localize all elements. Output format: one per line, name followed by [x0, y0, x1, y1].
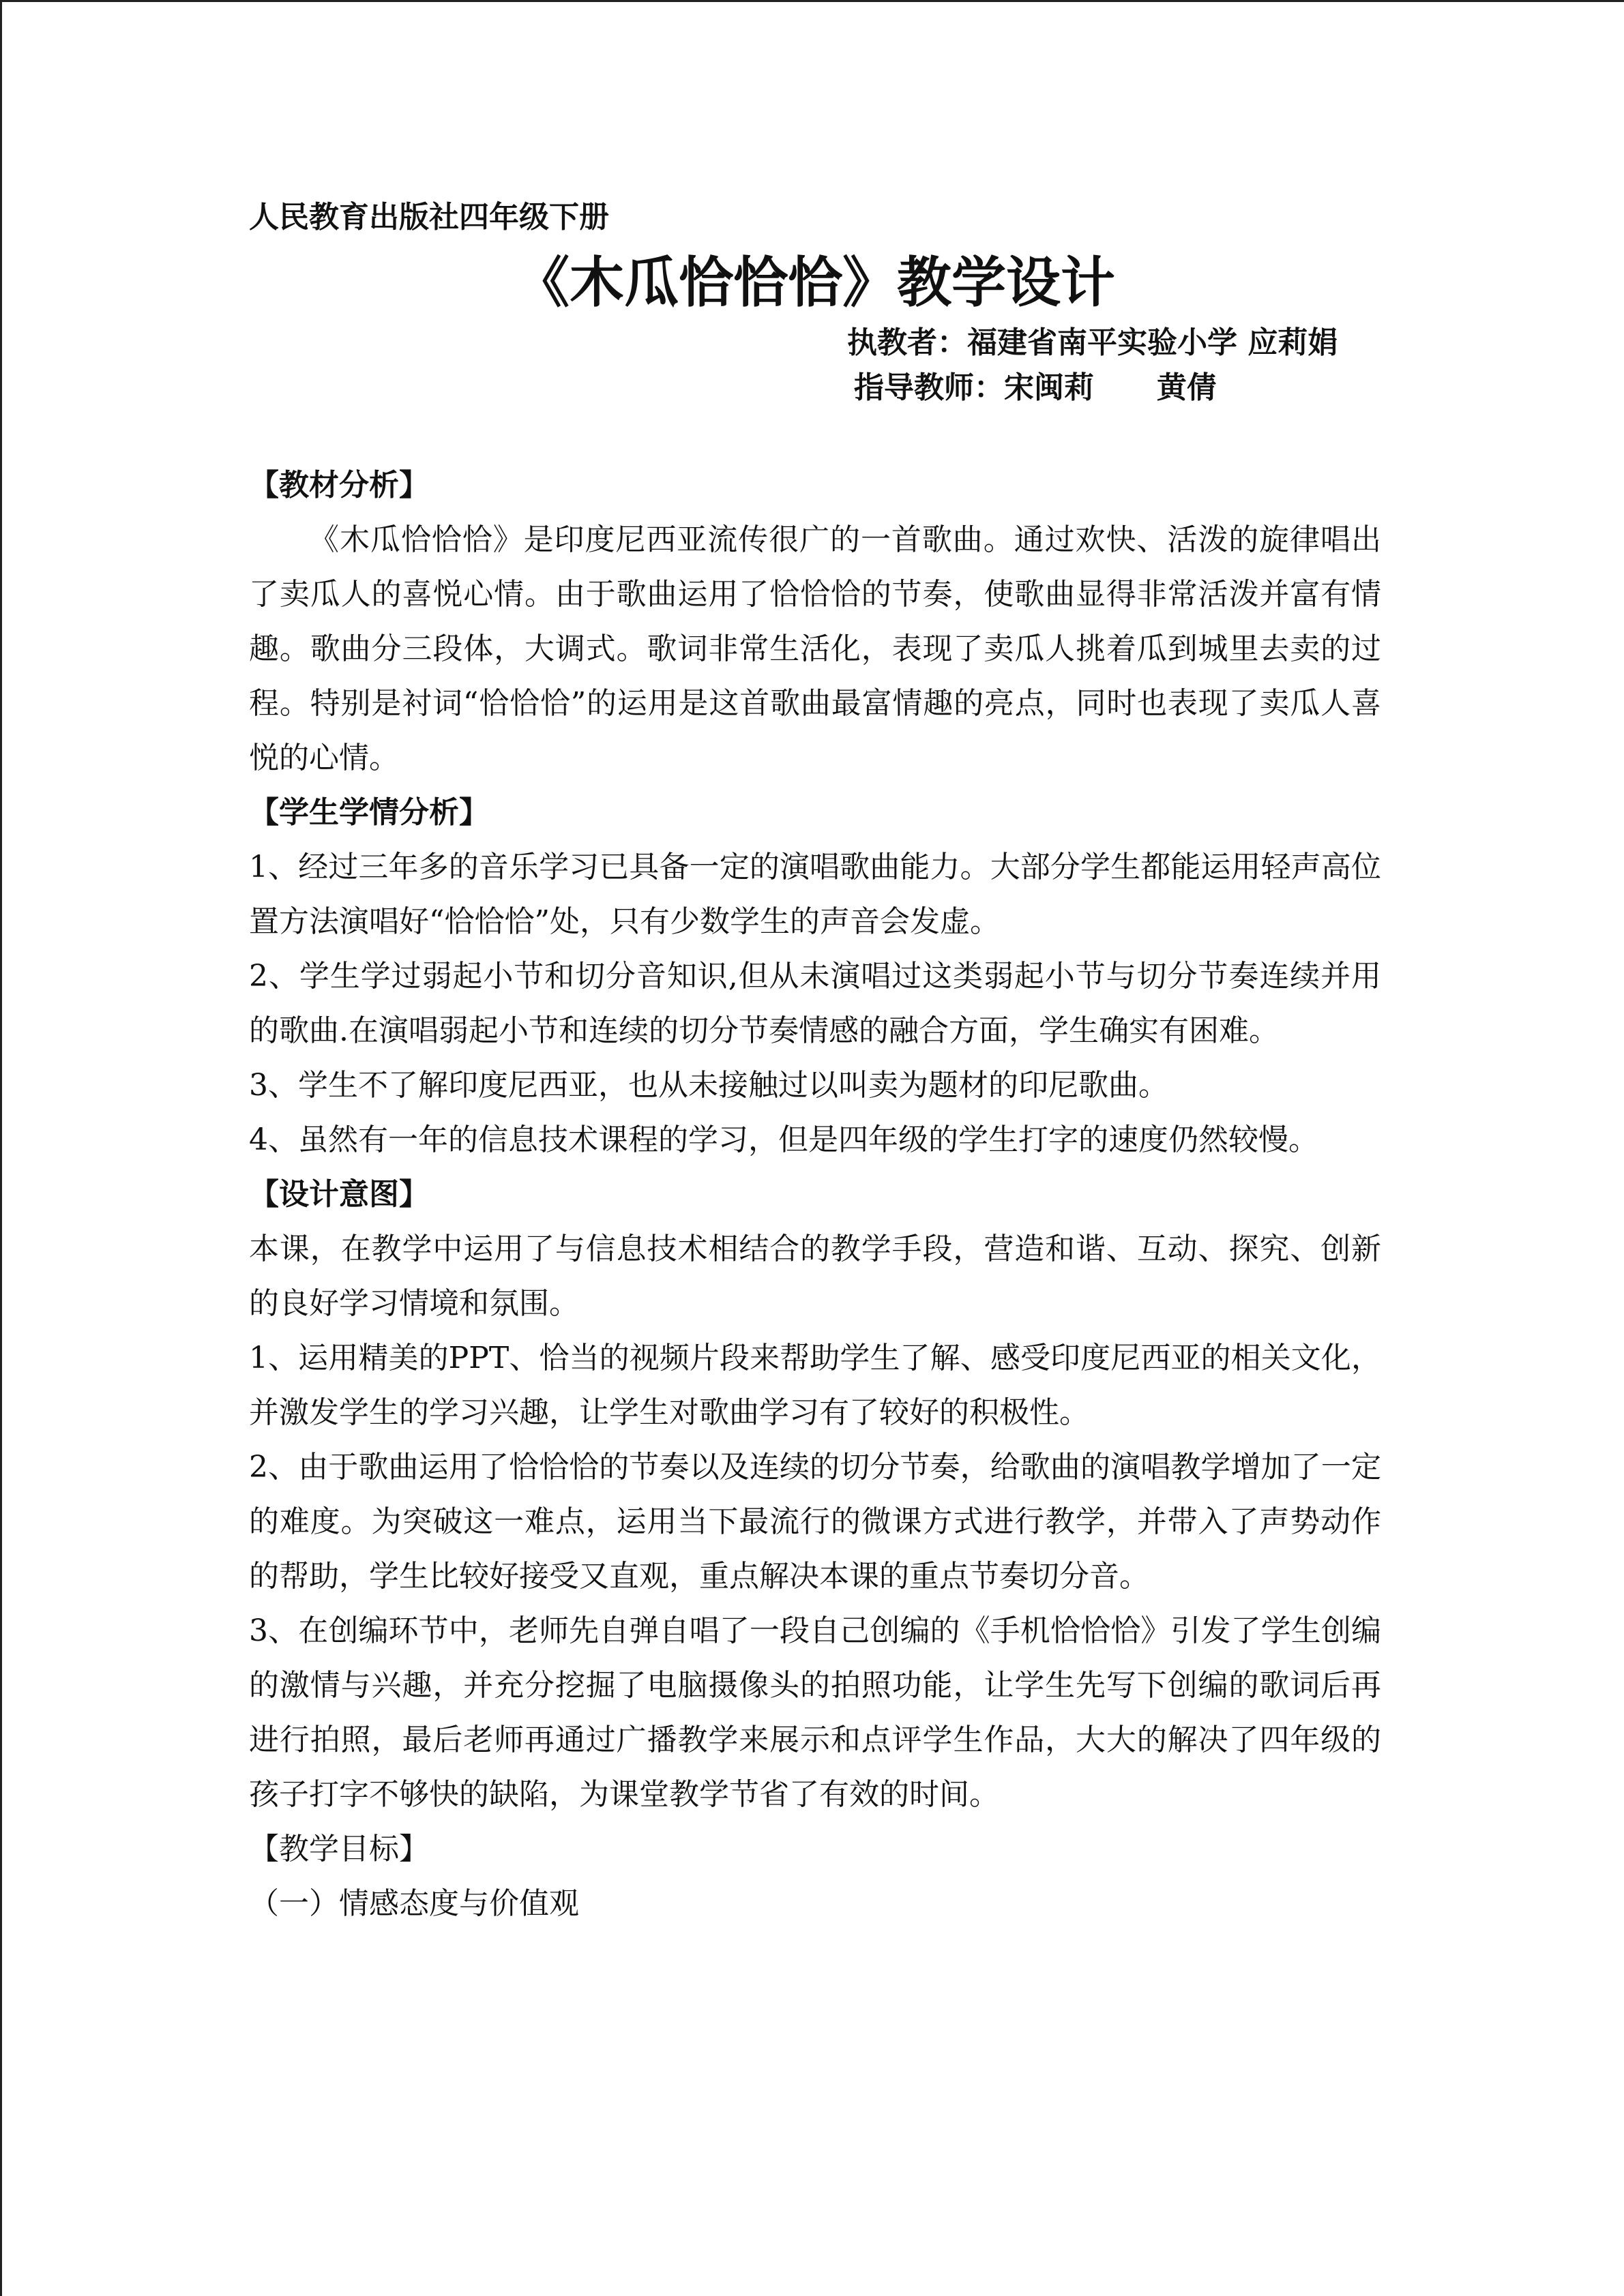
design-item-3: 3、在创编环节中，老师先自弹自唱了一段自己创编的《手机恰恰恰》引发了学生创编的激情与兴趣，并充分挖掘了电脑摄像头的拍照功能，让学生先写下创编的歌词后再进行拍照，最后老师再通过广播教学来展示和点评学生作品，大大的解决了四年级的孩子打字不够快的缺陷，为课堂教学节省了有效的时间。 [249, 1613, 1381, 1812]
document-title: 《木瓜恰恰恰》教学设计 [515, 251, 1115, 314]
advisor-credit: 指导教师：宋闽莉 黄倩 [854, 370, 1217, 405]
section-heading-students: 【学生学情分析】 [249, 795, 489, 830]
teacher-credit: 执教者：福建省南平实验小学 应莉娟 [847, 325, 1338, 360]
section-heading-design: 【设计意图】 [249, 1177, 429, 1212]
publisher-line: 人民教育出版社四年级下册 [249, 200, 609, 235]
design-item-1: 1、运用精美的PPT、恰当的视频片段来帮助学生了解、感受印度尼西亚的相关文化，并激发学生的学习兴趣，让学生对歌曲学习有了较好的积极性。 [249, 1341, 1381, 1430]
material-paragraph: 《木瓜恰恰恰》是印度尼西亚流传很广的一首歌曲。通过欢快、活泼的旋律唱出了卖瓜人的喜悦心情。由于歌曲运用了恰恰恰的节奏，使歌曲显得非常活泼并富有情趣。歌曲分三段体，大调式。歌词非常生活化，表现了卖瓜人挑着瓜到城里去卖的过程。特别是衬词“恰恰恰”的运用是这首歌曲最富情趣的亮点，同时也表现了卖瓜人喜悦的心情。 [249, 522, 1381, 775]
goals-subheading: （一）情感态度与价值观 [249, 1886, 579, 1921]
students-item-1: 1、经过三年多的音乐学习已具备一定的演唱歌曲能力。大部分学生都能运用轻声高位置方法演唱好“恰恰恰”处，只有少数学生的声音会发虚。 [249, 850, 1381, 939]
students-item-2: 2、学生学过弱起小节和切分音知识,但从未演唱过这类弱起小节与切分节奏连续并用的歌曲.在演唱弱起小节和连续的切分节奏情感的融合方面，学生确实有困难。 [249, 959, 1381, 1048]
design-intro: 本课，在教学中运用了与信息技术相结合的教学手段，营造和谐、互动、探究、创新的良好学习情境和氛围。 [249, 1232, 1381, 1321]
document-content [249, 190, 1381, 1931]
section-heading-material: 【教材分析】 [249, 468, 429, 503]
design-item-2: 2、由于歌曲运用了恰恰恰的节奏以及连续的切分节奏，给歌曲的演唱教学增加了一定的难度。为突破这一难点，运用当下最流行的微课方式进行教学，并带入了声势动作的帮助，学生比较好接受又直观，重点解决本课的重点节奏切分音。 [249, 1450, 1381, 1594]
section-heading-goals: 【教学目标】 [249, 1832, 429, 1866]
spacer [249, 411, 1381, 458]
students-item-3: 3、学生不了解印度尼西亚，也从未接触过以叫卖为题材的印尼歌曲。 [249, 1068, 1168, 1103]
students-item-4: 4、虽然有一年的信息技术课程的学习，但是四年级的学生打字的速度仍然较慢。 [249, 1122, 1318, 1157]
